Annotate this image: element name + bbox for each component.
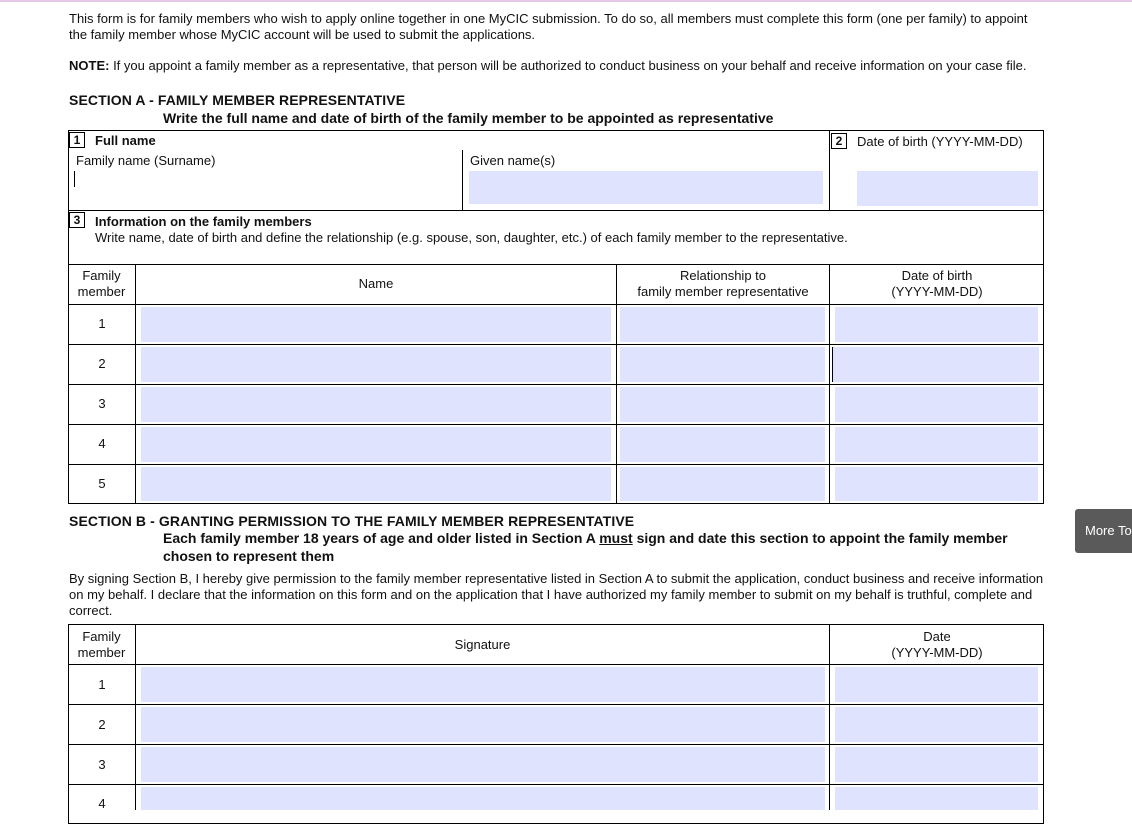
row-number: 4 <box>98 436 106 451</box>
row-number: 5 <box>98 476 106 491</box>
header-line: Relationship to <box>680 268 766 283</box>
row-number: 3 <box>98 396 106 411</box>
divider <box>68 704 1044 705</box>
header-line: Family <box>82 268 121 283</box>
header-line: member <box>77 645 126 660</box>
divider <box>462 150 463 211</box>
box1-header <box>69 131 85 149</box>
divider <box>68 344 1044 345</box>
header-line: Date of birth <box>901 268 973 283</box>
divider <box>68 424 1044 425</box>
box3-header <box>69 211 85 229</box>
divider <box>68 664 1044 665</box>
divider <box>68 464 1044 465</box>
divider <box>68 744 1044 745</box>
relationship-input[interactable] <box>620 307 825 342</box>
header-line: (YYYY-MM-DD) <box>891 645 983 660</box>
date-column-header <box>830 629 1044 661</box>
signature-column-header: Signature <box>454 637 511 652</box>
row-number: 2 <box>98 717 106 732</box>
more-tools-button[interactable]: More To <box>1075 509 1132 553</box>
given-name-input[interactable] <box>469 171 823 204</box>
family-info-description: Write name, date of birth and define the relationship (e.g. spouse, son, daughter, etc.) of each family member to the representative. <box>95 230 848 245</box>
note-label: NOTE: <box>69 58 110 73</box>
signature-date-input[interactable] <box>835 787 1038 810</box>
full-name-label: Full name <box>95 133 156 148</box>
divider <box>68 784 1044 785</box>
subtitle-must: must <box>599 530 633 546</box>
row-number: 4 <box>98 796 106 811</box>
member-dob-input[interactable] <box>832 347 1039 382</box>
declaration-text: By signing Section B, I hereby give permission to the family member representative listed in Section A to submit the application, conduct business and receive information on my behalf. I declare that the information on this form and on the application that I have authorized my family member to submit on my behalf is truthful, complete and correct. <box>69 571 1044 618</box>
member-dob-input[interactable] <box>835 427 1038 462</box>
box1-number: 1 <box>69 132 85 148</box>
subtitle-part: sign and date this section to appoint the family member chosen to represent them <box>163 530 1008 564</box>
note-body: If you appoint a family member as a representative, that person will be authorized to conduct business on your behalf and receive information on your case file. <box>109 58 1027 73</box>
member-name-input[interactable] <box>141 387 611 422</box>
member-column-header <box>68 629 135 661</box>
row-number: 2 <box>98 356 106 371</box>
signature-input[interactable] <box>141 667 825 702</box>
section-b-title: SECTION B - GRANTING PERMISSION TO THE FAMILY MEMBER REPRESENTATIVE <box>69 513 635 529</box>
text-caret <box>74 171 75 187</box>
section-b-subtitle <box>163 529 1013 565</box>
dob-column-header <box>830 268 1044 300</box>
signature-input[interactable] <box>141 707 825 742</box>
box2-header <box>831 132 847 150</box>
box2-number: 2 <box>831 133 847 149</box>
header-line: member <box>77 284 126 299</box>
member-name-input[interactable] <box>141 347 611 382</box>
note-text <box>69 58 1044 74</box>
subtitle-part: Each family member 18 years of age and older listed in Section A <box>163 530 600 546</box>
relationship-input[interactable] <box>620 467 825 501</box>
relationship-column-header <box>617 268 829 300</box>
member-name-input[interactable] <box>141 307 611 342</box>
member-name-input[interactable] <box>141 467 611 501</box>
signature-input[interactable] <box>141 787 825 810</box>
section-a-title: SECTION A - FAMILY MEMBER REPRESENTATIVE <box>69 92 406 108</box>
dob-label: Date of birth (YYYY-MM-DD) <box>857 134 1023 149</box>
header-line: (YYYY-MM-DD) <box>891 284 983 299</box>
family-info-label: Information on the family members <box>95 214 312 229</box>
member-dob-input[interactable] <box>835 467 1038 501</box>
relationship-input[interactable] <box>620 427 825 462</box>
signature-date-input[interactable] <box>835 667 1038 702</box>
signature-date-input[interactable] <box>835 707 1038 742</box>
row-number: 1 <box>98 316 106 331</box>
section-a-subtitle: Write the full name and date of birth of the family member to be appointed as representative <box>163 110 774 126</box>
member-column-header <box>68 268 135 300</box>
divider <box>68 384 1044 385</box>
row-number: 1 <box>98 677 106 692</box>
divider <box>68 304 1044 305</box>
top-border <box>0 0 1132 2</box>
header-line: Date <box>923 629 951 644</box>
box3-number: 3 <box>69 212 85 228</box>
dob-input[interactable] <box>857 171 1038 206</box>
name-column-header: Name <box>358 276 394 291</box>
signature-date-input[interactable] <box>835 747 1038 782</box>
family-name-label: Family name (Surname) <box>76 153 216 168</box>
header-line: Family <box>82 629 121 644</box>
family-name-input[interactable] <box>73 168 458 206</box>
divider <box>829 130 830 211</box>
relationship-input[interactable] <box>620 347 825 382</box>
header-line: family member representative <box>637 284 809 299</box>
member-dob-input[interactable] <box>835 307 1038 342</box>
member-dob-input[interactable] <box>835 387 1038 422</box>
intro-text: This form is for family members who wish to apply online together in one MyCIC submission. To do so, all members must complete this form (one per family) to appoint the family member whose MyCIC account will be used to submit the applications. <box>69 11 1028 42</box>
signature-input[interactable] <box>141 747 825 782</box>
given-name-label: Given name(s) <box>470 153 556 168</box>
member-name-input[interactable] <box>141 427 611 462</box>
row-number: 3 <box>98 757 106 772</box>
relationship-input[interactable] <box>620 387 825 422</box>
